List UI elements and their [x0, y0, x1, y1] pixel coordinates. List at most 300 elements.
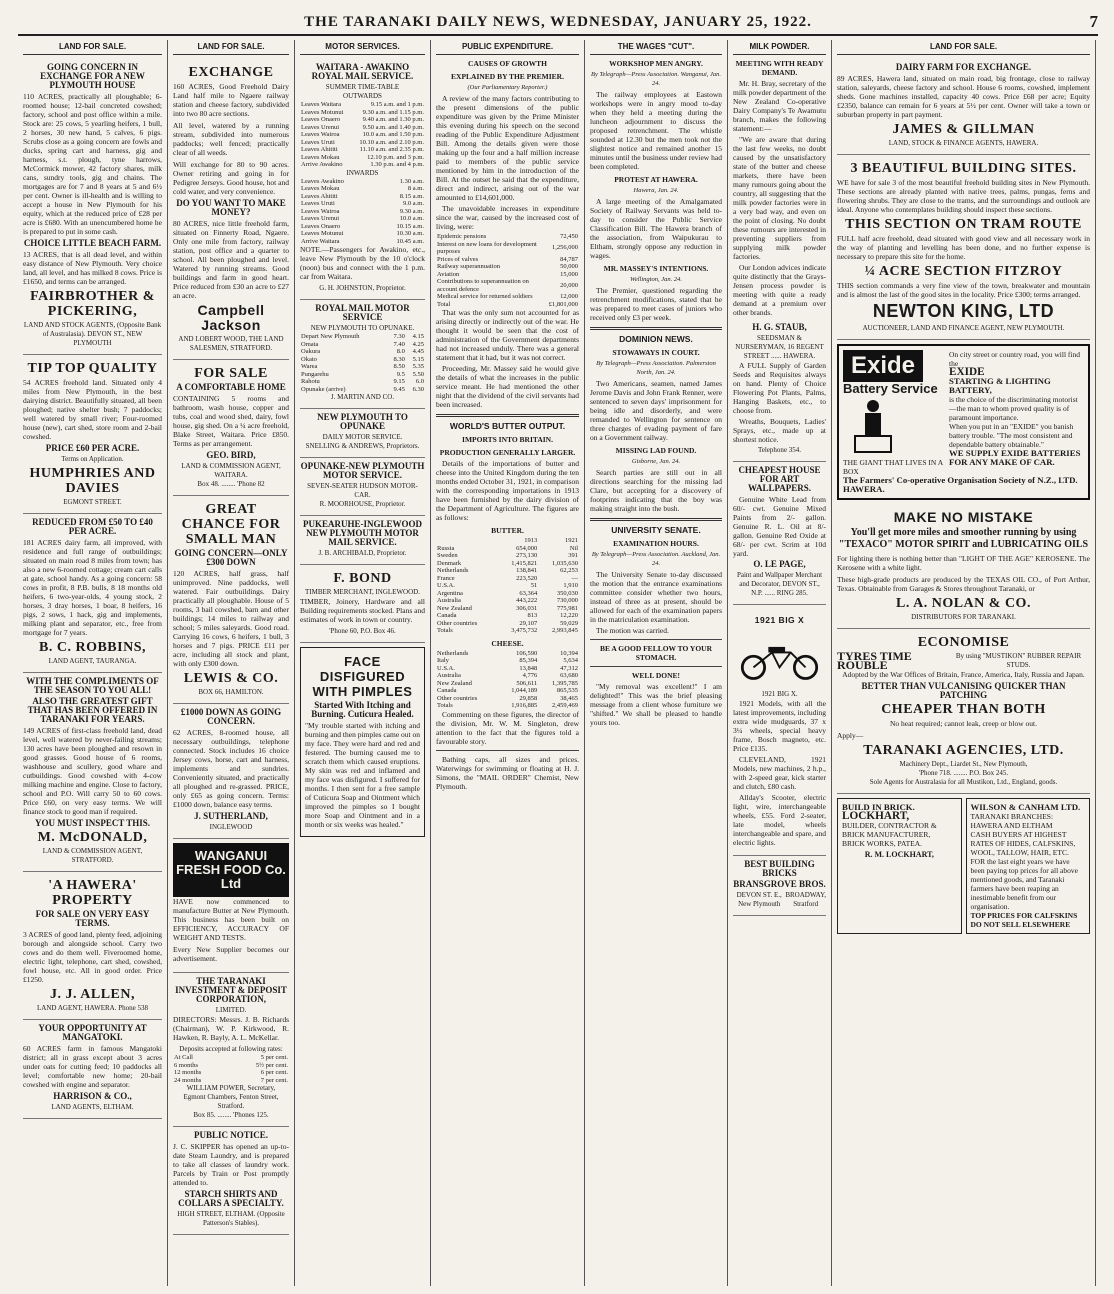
- exide-right: [949, 350, 1084, 476]
- ad-for-sale-waitara: [173, 360, 289, 496]
- ad-text: When you put in an "EXIDE" you banish battery trouble. "The most consistent and dependable battery obtainable.": [949, 422, 1074, 449]
- time: 4.15: [412, 333, 424, 340]
- stop: Depart New Plymouth: [301, 333, 360, 340]
- time: 9.30 a.m. and 1.15 p.m.: [362, 108, 424, 116]
- ad-wilson-canham: [966, 798, 1091, 934]
- value-1921: 350,030: [556, 589, 578, 597]
- stop: Leaves Mokau: [301, 153, 340, 161]
- table-row: [300, 215, 425, 223]
- value-1913: 273,130: [516, 552, 538, 559]
- country: Canada: [437, 687, 457, 694]
- agent-address: BUILDER, CONTRACTOR & BRICK MANUFACTURER,: [842, 821, 937, 839]
- time: 6.30: [412, 385, 424, 393]
- ad-heading: CHOICE LITTLE BEACH FARM.: [23, 238, 162, 248]
- stop: Leaves Mokau: [301, 185, 340, 192]
- article-subheading: EXPLAINED BY THE PREMIER.: [451, 72, 564, 81]
- ad-text: HAVE now commenced to manufacture Butter at New Plymouth. This business has been built on EFFICIENCY, ACCURACY OF WEIGHT AND TESTS.: [173, 897, 289, 942]
- ad-text: FULL half acre freehold, dead situated with good view and all necessary work in the way of planting and levelling has been done, and no further expense is necessary to prepare this site for the home.: [837, 234, 1090, 261]
- rate-value: 6 per cent.: [260, 1069, 288, 1076]
- ad-text: All level, watered by a running stream, subdivided into numerous paddocks; well fenced; practically clear of all weeds.: [173, 121, 289, 157]
- item-value: 50,000: [560, 263, 578, 270]
- value-1921: 775,981: [556, 604, 578, 612]
- ad-exide: [837, 344, 1090, 500]
- value-1913: 13,848: [519, 664, 538, 672]
- value-1913: 1,916,885: [511, 702, 538, 709]
- ad-hawera-property: [23, 872, 162, 1020]
- value-1921: 730,000: [556, 597, 578, 604]
- table-row: [436, 278, 579, 293]
- time: 9.5: [396, 370, 405, 378]
- table-row: [300, 154, 425, 162]
- article-paragraph: The unavoidable increases in expenditure since the war, caused by the increased cost of living, were:: [436, 204, 579, 231]
- ad-proprietor: J. MARTIN AND CO.: [330, 393, 395, 401]
- value-1913: 106,590: [516, 649, 538, 657]
- table-row: [436, 567, 579, 575]
- agent-address: LAND AGENT, TAURANGA.: [48, 657, 137, 665]
- exide-starting: STARTING & LIGHTING BATTERY,: [949, 376, 1051, 395]
- rate-value: 5½ per cent.: [255, 1061, 288, 1069]
- country: Canada: [437, 612, 457, 619]
- rate-value: 7 per cent.: [260, 1076, 288, 1084]
- country: Denmark: [437, 559, 462, 567]
- stop: Leaves Onaero: [301, 222, 341, 230]
- divider: [436, 414, 579, 417]
- time: 9.50 a.m. and 1.40 p.m.: [362, 123, 424, 131]
- country: Australia: [437, 597, 461, 604]
- newspaper-title: THE TARANAKI DAILY NEWS, WEDNESDAY, JANUARY 25, 1922.: [304, 14, 812, 30]
- time: 10.10 a.m. and 2.10 p.m.: [359, 138, 424, 146]
- ad-text: 62 ACRES, 8-roomed house, all necessary outbuildings, telephone connected. Stock includes 16 choice Jersey cows, horse, cart and harness, implements and sundries. Conveniently situated, and practically all ploughed and re-grassed. PRICE, only £65 as going concern. Terms: £1000 down, balance easy terms.: [173, 728, 289, 809]
- table-row: [436, 672, 579, 680]
- table-heading: CHEESE.: [491, 638, 524, 648]
- ad-text: Wreaths, Bouquets, Ladies' Sprays, etc., made up at shortest notice.: [733, 417, 826, 444]
- article-headline: WORLD'S BUTTER OUTPUT.: [449, 421, 566, 431]
- table-row: [173, 1062, 289, 1070]
- country: Totals: [437, 702, 453, 709]
- motorcycle-icon: [733, 634, 826, 684]
- time: 10.0 a.m. and 1.50 p.m.: [362, 131, 424, 138]
- article-headline: DOMINION NEWS.: [619, 334, 693, 344]
- stop: Warea: [301, 363, 318, 370]
- value-1921: 2,993,845: [552, 627, 578, 634]
- table-row: [436, 545, 579, 553]
- column-heading: MOTOR SERVICES.: [300, 40, 425, 55]
- article-paragraph: That was the only sum not accounted for as arising directly or indirectly out of the war. He thought it would be seen that the cost of administration of the Government departments had not increased unduly. There was a general statement that it had, but it was not correct.: [436, 308, 579, 362]
- article-byline: Hawera, Jan. 24.: [633, 187, 679, 194]
- ad-heading: REDUCED FROM £50 TO £40 PER ACRE.: [32, 517, 153, 536]
- page-number: 7: [1089, 12, 1098, 31]
- article-paragraph: Commenting on these figures, the director of the division, Mr. W. M. Singleton, drew attention to the fact that the figures told a favourable story.: [436, 709, 579, 746]
- ad-heading: 1921 BIG X: [754, 615, 805, 625]
- article-subheading: WORKSHOP MEN ANGRY.: [609, 59, 703, 68]
- value-1921: 1,035,630: [552, 559, 578, 567]
- country: Other countries: [437, 694, 478, 702]
- article-paragraph: Search parties are still out in all directions searching for the missing lad Clare, but accepting for a discovery of footprints indicating that the boy was making straight into the bush.: [590, 468, 722, 513]
- ad-text: 149 ACRES of first-class freehold land, dead level, well watered by never-failing streams; 130 acres have been ploughed and resown in good grasses. Good house of 6 rooms, washhouse and scullery, good whare and cutbuildings. Good cowshed with 4-cow milking machine and engine. Close to factory, school and P.O. Will carry 50 to 60 cows. Price £60, on very easy terms. We will finance stock to good man if required.: [23, 726, 162, 816]
- country: Other countries: [437, 619, 478, 627]
- table-row: [300, 161, 425, 169]
- article-byline: By Telegraph—Press Association. Wanganui, Jan. 24.: [590, 71, 722, 87]
- article-subheading: MEETING WITH READY DEMAND.: [735, 59, 824, 77]
- table-row: [300, 238, 425, 246]
- ad-text: "My trouble started with itching and burning and then pimples came out on my face. They were hard and red and festered. The burning caused me to scratch them which caused eruptions. My skin was red and inflamed and my face was disfigured. I suffered for months. I then sent for a free sample of Cuticura Soap and Ointment which improved the pimples so I bought more Soap and Ointment and in a month or six weeks was healed.": [305, 721, 420, 829]
- agent-name: JAMES & GILLMAN: [892, 122, 1035, 137]
- table-row: [300, 386, 425, 394]
- article-paragraph: The Premier, questioned regarding the retrenchment modifications, stated that he was prepared to meet cases of juniors who received only £3 per week.: [590, 286, 722, 322]
- ad-text: A FULL Supply of Garden Seeds and Requisites always on hand. Plenty of Choice Flowering Pot Plants, Palms, Hanging Baskets, etc., to choose from.: [733, 361, 826, 415]
- article-paragraph: Details of the importations of butter and cheese into the United Kingdom during the ten months ended October 31, 1921, in comparison with the corresponding importations in 1913 have been furnished by the dairy division of the Department of Agriculture. The figures are as follows:: [436, 459, 579, 522]
- article-subheading: STOWAWAYS IN COURT.: [612, 348, 700, 357]
- mustikon-tyres: TYRES TIME ROUBLE: [837, 649, 912, 672]
- ad-heading: BUILD IN BRICK.: [842, 802, 915, 812]
- column-motor-services: [295, 40, 431, 1286]
- exide-logo: Exide: [843, 350, 923, 382]
- table-row: [300, 341, 425, 349]
- time: 1.30 p.m. and 4 p.m.: [370, 161, 424, 168]
- column-heading: MILK POWDER.: [733, 40, 826, 55]
- item-label: Aviation: [437, 270, 460, 278]
- ad-mustikon: [837, 629, 1090, 794]
- table-row: [300, 101, 425, 109]
- article-subheading: PRODUCTION GENERALLY LARGER.: [439, 448, 576, 457]
- table-row: [436, 650, 579, 658]
- item-label: Contributions to superannuation on account defence: [437, 278, 529, 293]
- rate-term: 24 months: [174, 1076, 202, 1084]
- agent-address: BOX 66, HAMILTON.: [198, 688, 264, 696]
- ad-name: O. LE PAGE,: [753, 559, 806, 569]
- ad-directors: DIRECTORS: Messrs. J. B. Richards (Chairman), W. P. Kirkwood, R. Hawken, R. Bayly, A. L. McKellar.: [173, 1015, 289, 1042]
- ad-dairy-farm: [837, 59, 1090, 155]
- country: Netherlands: [437, 649, 469, 657]
- ad-royal-mail: [300, 300, 425, 409]
- ad-heading: FACE DISFIGURED WITH PIMPLES: [312, 654, 413, 699]
- divider: [590, 666, 722, 667]
- ad-text: 120 ACRES, half grass, half unimproved. Nine paddocks, well watered. Fair outbuildings. Dairy practically all ploughable. House of 5 rooms, 3 bail cowshed, barn and other buildings; 14 miles to railway and school; 5 miles saleyards. Good road. Carrying 16 cows, 6 heifers, 1 bull, 3 horses and 7 pigs. PRICE £11 per acre, including all stock and plant, with only £300 down.: [173, 569, 289, 668]
- item-label: Railway superannuation: [437, 263, 500, 270]
- agent-name: J. J. ALLEN,: [50, 987, 135, 1002]
- value-1913: 51: [530, 582, 538, 589]
- article-paragraph: The railway employees at Eastown workshops were in angry mood to-day when they held a meeting during the luncheon adjournment to discuss the proposed retrenchment. The whistle sounded at 12.30 but the men took not the slightest notice and remained another 15 minutes until the business under review had been completed.: [590, 90, 722, 171]
- ad-heading: ECONOMISE: [917, 635, 1010, 650]
- ad-text: You'll get more miles and smoother running by using "TEXACO" MOTOR SPIRIT and LUBRICATING OILS: [838, 527, 1089, 550]
- table-row-total: [436, 627, 579, 635]
- table-row: [300, 124, 425, 132]
- ad-subheading: SEVEN-SEATER HUDSON MOTOR-CAR.: [307, 482, 418, 499]
- ad-box: Box 85. ........ 'Phones 125.: [193, 1111, 269, 1119]
- article-paragraph: "We are aware that during the last few weeks, no doubt caused by the unsatisfactory state of the butter and cheese markets, there have been many rumours going about the country, all suggesting that the milk powder factories were in a very bad way, and even on the point of closing. No doubt these rumours are interested in preventing suppliers from supplying milk powder factories.: [733, 135, 826, 261]
- ad-bransgrove: [733, 856, 826, 916]
- ad-heading: GREAT CHANCE FOR SMALL MAN: [181, 502, 281, 547]
- ad-address: DEVON ST. E., New Plymouth: [736, 891, 782, 908]
- ad-exchange: [173, 59, 289, 360]
- column-land-for-sale-2: [168, 40, 295, 1286]
- ad-waitara-awakino: [300, 59, 425, 300]
- table-row: [436, 665, 579, 673]
- agent-address: LAND AGENTS, ELTHAM.: [51, 1103, 134, 1111]
- table-row: [300, 200, 425, 208]
- exide-giant-caption: THE GIANT THAT LIVES IN A BOX: [843, 458, 943, 476]
- rate-term: 12 months: [174, 1069, 202, 1076]
- value-1921: 865,535: [556, 687, 578, 694]
- column-public-expenditure: [431, 40, 585, 1286]
- table-row: [300, 223, 425, 231]
- ad-text: J. C. SKIPPER has opened an up-to-date Steam Laundry, and is prepared to take all classes of laundry work. Parcels by Train or Post promptly attended to.: [173, 1142, 289, 1187]
- ad-subheading: NEW PLYMOUTH TO OPUNAKE.: [310, 324, 415, 332]
- table-row: [300, 371, 425, 379]
- stop: Leaves Awakino: [301, 177, 344, 185]
- ad-building-sites: [837, 155, 1090, 340]
- agent-address: LAND AGENT, HAWERA. Phone 538: [37, 1004, 148, 1012]
- table-row: [436, 657, 579, 665]
- ad-subheading: DO YOU WANT TO MAKE MONEY?: [176, 198, 286, 217]
- ad-text: 54 ACRES freehold land. Situated only 4 miles from New Plymouth, in the best dairying district. Beautifully situated, all been ploughed; native shelter bush; 7 paddocks; well watered by small river; Four-roomed house (new), cart shed, store room and 2-bail cowshed.: [23, 378, 162, 441]
- ad-text: 1921 Models, with all the latest improvements, including extra wide mudguards, 37 x 3¼ wheels, special heavy frame, Bosch magneto, etc. Price £135.: [733, 699, 826, 753]
- ad-heading: WELL DONE!: [631, 671, 681, 680]
- ad-subheading: TIMBER MERCHANT, INGLEWOOD.: [305, 588, 420, 596]
- table-row: [436, 575, 579, 583]
- value-1921: 59,029: [560, 619, 578, 627]
- time: 7.40: [393, 340, 405, 348]
- table-row: [300, 178, 425, 186]
- time: 10.30 a.m.: [396, 230, 424, 237]
- value-1921: Nil: [569, 544, 578, 552]
- ad-works: BRICK WORKS, PATEA.: [842, 839, 923, 848]
- stop: Leaves Waitara: [301, 101, 341, 108]
- timetable-inwards: [300, 178, 425, 246]
- agent-name: FAIRBROTHER & PICKERING,: [30, 289, 155, 319]
- table-row: [300, 139, 425, 147]
- article-subheading: PROTEST AT HAWERA.: [614, 175, 698, 184]
- agent-name: B. C. ROBBINS,: [39, 640, 146, 655]
- ad-heading: 3 BEAUTIFUL BUILDING SITES.: [850, 161, 1077, 176]
- ad-text: 181 ACRES dairy farm, all improved, with residence and full range of outbuildings; situated on main road 8 miles from town; has also a new 6-roomed cottage; cream cart calls at gate, school handy. As a going concern: 58 cows in profit, 8 P.B. bulls, 8 18 months old heifers, 6 two-year-olds, 4 young stock, 2 horses, 3 dray horses, 1 boar, 8 heifers, 16 pigs, 2 sows, 1 hack, gig and implements, milking plant and separator, etc., free from mortgage for 7 years.: [23, 538, 162, 637]
- rate-term: At Call: [174, 1054, 193, 1061]
- ad-text: 89 ACRES, Hawera land, situated on main road, big frontage, close to railway station, saleyards, cheese factory and school. House 6 rooms, cowshed, implement sheds. Gone machines installed, capacity 40 cows. Price £68 per acre; Equity £2350, balance can remain for 6 years at 5½ per cent. Owner will take a town or suburban property in part payment.: [837, 74, 1090, 119]
- table-row: [436, 590, 579, 598]
- ad-compliments: [23, 673, 162, 872]
- table-row: [436, 560, 579, 568]
- country: U.S.A.: [437, 664, 455, 672]
- value-1921: 5,634: [563, 657, 578, 664]
- table-row: [436, 687, 579, 695]
- ad-heading: YOUR OPPORTUNITY AT MANGATOKI.: [38, 1023, 147, 1042]
- value-1921: 10,394: [560, 649, 578, 657]
- value-1921: 1,910: [563, 582, 578, 589]
- ad-text: On city street or country road, you will find the: [949, 350, 1081, 368]
- ad-going-concern-inglewood: [173, 704, 289, 839]
- table-row: [300, 146, 425, 154]
- article-paragraph: Two Americans, seamen, named James Jerome Davis and John Frank Renner, were sentenced to seven days' imprisonment for being idle and disorderly, and were remanded to Wellington for sentence on three charges of evading payment of fare on a Government railway.: [590, 379, 722, 442]
- agent-name: J. SUTHERLAND,: [194, 811, 268, 821]
- ad-bathing-caps: Bathing caps, all sizes and prices. Waterwings for swimming or floating at H. J. Simons, the "MAIL ORDER" Chemist, New Plymouth.: [436, 754, 579, 791]
- column-heading: LAND FOR SALE.: [23, 40, 162, 55]
- stop: Leaves Motunui: [301, 108, 344, 116]
- table-row: [300, 208, 425, 216]
- ad-subheading: STARCH SHIRTS AND COLLARS A SPECIALTY.: [178, 1189, 284, 1208]
- ad-callout: TOP PRICES FOR CALFSKINS DO NOT SELL ELSEWHERE: [970, 911, 1078, 929]
- ad-subheading: Started With Itching and Burning. Cuticura Healed.: [311, 700, 414, 719]
- agent-address: AND LOBERT WOOD, THE LAND SALESMEN, STRATFORD.: [178, 335, 284, 352]
- ad-heading: ¼ ACRE SECTION FITZROY: [864, 264, 1063, 279]
- ad-heading: MAKE NO MISTAKE: [893, 509, 1034, 525]
- article-subheading: IMPORTS INTO BRITAIN.: [462, 435, 553, 444]
- item-label: Medical service for returned soldiers: [437, 293, 533, 300]
- value-1913: 1,044,189: [511, 687, 538, 694]
- ad-np-opunake-daily: [300, 409, 425, 458]
- table-heading: BUTTER.: [491, 526, 524, 535]
- ad-proprietor: G. H. JOHNSTON, Proprietor.: [319, 284, 406, 292]
- ad-subheading: SEEDSMAN & NURSERYMAN, 16 REGENT STREET ...... HAWERA.: [735, 334, 824, 360]
- time: 4.25: [412, 340, 424, 348]
- value-1913: 85,394: [519, 657, 538, 664]
- ad-heading: WITH THE COMPLIMENTS OF THE SEASON TO YOU ALL!: [26, 676, 159, 695]
- table-row: [436, 271, 579, 279]
- agent-name: Campbell Jackson: [197, 302, 265, 333]
- ad-subheading: DAILY MOTOR SERVICE.: [322, 433, 403, 441]
- exide-left: [843, 350, 943, 476]
- value-1913: 4,776: [522, 672, 538, 679]
- value-1913: 443,222: [516, 597, 538, 604]
- agent-note: Sole Agents for Australasia for all Mustikon, Ltd., England, goods.: [869, 778, 1058, 786]
- ad-subheading: WE SUPPLY EXIDE BATTERIES FOR ANY MAKE OF CAR.: [949, 448, 1081, 467]
- agent-name: HUMPHRIES AND DAVIES: [29, 466, 156, 496]
- item-value: 15,000: [560, 270, 578, 278]
- divider: [436, 750, 579, 751]
- article-paragraph: Proceeding, Mr. Massey said he would give the details of what the increases in the public service meant. He had mentioned the other night that the dividend of the civil servants had been increased.: [436, 364, 579, 409]
- ad-heading: F. BOND: [333, 571, 392, 586]
- ad-proprietor: SNELLING & ANDREWS, Proprietors.: [305, 442, 420, 450]
- mustikon-row: [837, 649, 1090, 672]
- item-value: 20,000: [560, 281, 578, 289]
- country: France: [437, 574, 455, 582]
- column-milk-powder: [728, 40, 832, 1286]
- country: Italy: [437, 657, 449, 664]
- ad-le-page: [733, 462, 826, 605]
- ad-heading: NEW PLYMOUTH TO OPUNAKE: [317, 412, 408, 431]
- agent-address: INGLEWOOD: [209, 823, 253, 831]
- table-row: [436, 612, 579, 620]
- stop: Leaves Wairoa: [301, 131, 340, 138]
- column-heading: LAND FOR SALE.: [837, 40, 1090, 55]
- value-1921: —: [571, 574, 578, 582]
- ad-heading: GOING CONCERN IN EXCHANGE FOR A NEW PLYMOUTH HOUSE: [40, 62, 145, 90]
- agent-name: LEWIS & CO.: [183, 671, 279, 686]
- ad-text: 110 ACRES, practically all ploughable; 6-roomed house; 12-bail concreted cowshed; factory, school and post office within a mile. Stock are: 25 cows, 5 yearling heifers, 1 bull, 2 horses, 30 new hand, 5 calves, 6 pigs. Scrubs close as a going concern are fowls and ducks, spring cart and harness, gig and harness, s.t. plough, tyne harrows, McCormick mower, 42 factory shares, milk cans, sundry tools, gig and chains. The mortgages are for 7 and 8 years at 5 and 6½ per cent. Owner is ill-health and is willing to accept a house in New Plymouth for his equity, which at the reduced price of £28 per acre is £680. With an unencumbered home he is prepared to put in some cash.: [23, 92, 162, 236]
- table-row: [436, 582, 579, 590]
- ad-text: Allday's Scooter, electric light, wire, interchangeable wheels, £55. Ford 2-seater, late model, wheels interchangeable and spare, and electric lights.: [733, 793, 826, 847]
- ad-caption: 1921 BIG X.: [761, 690, 798, 698]
- time: 9.40 a.m. and 1.30 p.m.: [362, 116, 424, 123]
- table-row: [300, 185, 425, 193]
- time: 7.30: [393, 333, 405, 340]
- ad-text: "My removal was excellent!" I am delighted!" This was the brief pleasing message from a client whose furniture we "shifted." We shall be pleased to handle yours too.: [590, 682, 722, 727]
- column-header: [436, 537, 498, 545]
- agent-address: DISTRIBUTORS FOR TARANAKI.: [911, 613, 1016, 621]
- ad-subheading: SUMMER TIME-TABLE: [325, 83, 400, 91]
- ad-subheading: CASH BUYERS AT HIGHEST RATES OF HIDES, CALFSKINS, WOOL, TALLOW, HAIR, ETC.: [970, 830, 1076, 857]
- giant-figure-icon: [843, 396, 903, 456]
- ad-taranaki-investment: [173, 973, 289, 1127]
- expenditure-table: [436, 233, 579, 308]
- stop: Rahotu: [301, 378, 320, 385]
- ad-subheading: BETTER THAN VULCANISING QUICKER THAN PATCHING: [861, 681, 1066, 700]
- ad-big-x: [733, 605, 826, 856]
- stop: Leaves Urenui: [301, 215, 340, 222]
- ad-heading: THE TARANAKI INVESTMENT & DEPOSIT CORPORATION,: [175, 976, 287, 1004]
- value-1913: 223,520: [516, 574, 538, 582]
- ad-heading: BE A GOOD FELLOW TO YOUR STOMACH.: [599, 644, 713, 662]
- divider: [590, 639, 722, 640]
- table-row: [300, 193, 425, 201]
- column-heading: LAND FOR SALE.: [173, 40, 289, 55]
- ad-limited: LIMITED.: [215, 1006, 247, 1014]
- ad-text: 3 ACRES of good land, plenty feed, adjoining borough and alongside school. Carry two cows and do them well. Fiveroomed home, electric light, telephone, cart shed, cowshed, fowl house, etc. All in good order. Price £1250.: [23, 930, 162, 984]
- time: 8.30: [393, 355, 405, 363]
- ad-agent: The Farmers' Co-operative Organisation Society of N.Z., LTD. HAWERA.: [843, 475, 1078, 494]
- ad-text: FOR the last eight years we have been paying top prices for all above mentioned goods, and Taranaki farmers have been reaping an inestimable benefit from our organisation.: [970, 857, 1078, 911]
- article-subheading: MISSING LAD FOUND.: [615, 446, 697, 455]
- divider: [590, 327, 722, 330]
- ad-public-notice: [173, 1127, 289, 1235]
- ad-subheading: OUTWARDS: [343, 92, 382, 100]
- ad-heading: PUBLIC NOTICE.: [193, 1130, 268, 1140]
- exide-layout: [843, 350, 1084, 476]
- ad-heading: PUKEARUHE-INGLEWOOD NEW PLYMOUTH MOTOR MAIL SERVICE.: [302, 519, 422, 547]
- item-value: 84,787: [560, 255, 578, 263]
- agent-address: Machinery Dept., Liardet St., New Plymouth,: [899, 760, 1028, 768]
- time: 8.15 a.m.: [399, 192, 424, 200]
- ad-subheading: INWARDS: [346, 168, 379, 177]
- ad-heading: FOR SALE: [194, 366, 268, 381]
- ad-text: CLEVELAND, 1921 Models, new machines, 2 h.p., with 2-speed gear, kick starter and clutch, £80 cash.: [733, 755, 826, 791]
- stop: Okato: [301, 355, 317, 363]
- column-wages-cut: [585, 40, 728, 1286]
- time: 8.0: [396, 348, 405, 355]
- article-subheading: CAUSES OF GROWTH: [468, 59, 547, 68]
- time: 8 a.m.: [407, 185, 424, 192]
- ad-heading: DAIRY FARM FOR EXCHANGE.: [895, 62, 1032, 72]
- table-row: [436, 233, 579, 241]
- table-row: [436, 241, 579, 256]
- ad-heading: ROYAL MAIL MOTOR SERVICE: [315, 303, 410, 322]
- ad-text: Adopted by the War Offices of Britain, France, America, Italy, Russia and Japan.: [842, 670, 1085, 679]
- value-1913: 3,475,732: [511, 627, 538, 634]
- agent-name: WILSON & CANHAM LTD.: [970, 802, 1081, 812]
- agent-name: GEO. BIRD,: [206, 450, 256, 460]
- ad-phone: 'Phone 60, P.O. Box 46.: [329, 627, 396, 635]
- ad-opunake-np: [300, 458, 425, 516]
- time: 9.15 a.m. and 1 p.m.: [370, 101, 424, 108]
- agent-name: HARRISON & CO.,: [53, 1091, 132, 1101]
- column-header: 1913: [524, 537, 538, 544]
- value-1921: 63,680: [560, 672, 578, 679]
- value-1921: 62,253: [560, 567, 578, 574]
- ad-reduced: [23, 514, 162, 673]
- rate-value: 5 per cent.: [260, 1054, 288, 1061]
- table-row: [436, 263, 579, 271]
- item-value: 72,450: [560, 233, 578, 240]
- ad-great-chance: [173, 496, 289, 704]
- article-headline: UNIVERSITY SENATE.: [611, 525, 701, 535]
- ad-secretary: WILLIAM POWER, Secretary,: [186, 1084, 276, 1092]
- value-1921: 2,459,469: [552, 702, 578, 709]
- table-row: [300, 109, 425, 117]
- stop: Leaves Ahititi: [301, 146, 338, 153]
- article-paragraph: The University Senate to-day discussed the motion that the entrance examinations committee consider whether two hours, instead of three as at present, should be allowed for each of the examination papers in the matriculation examination.: [590, 570, 722, 624]
- ad-text: Genuine White Lead from 60/- cwt. Genuine Mixed Paints from 2/- gallon. Genuine R. L. Oil at 8/- gallon. Genuine Red Oxide at 68/- per cwt. Scrim at 10d yard.: [733, 495, 826, 558]
- mustikon-by-using: By using "MUSTIKON" RUBBER REPAIR STUDS.: [955, 652, 1082, 669]
- value-1913: 306,031: [516, 604, 538, 612]
